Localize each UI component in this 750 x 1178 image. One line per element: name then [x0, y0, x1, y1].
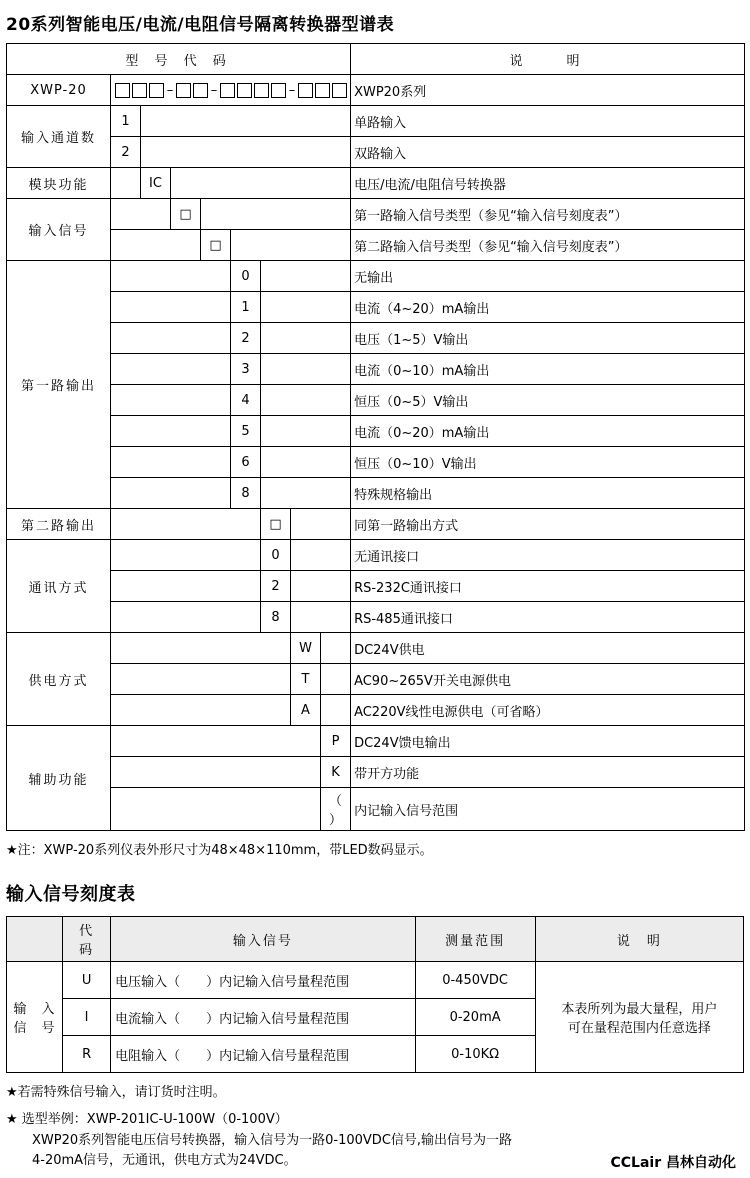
table-row — [7, 788, 745, 831]
code-cell: 8 — [261, 602, 291, 633]
desc-cell: AC220V线性电源供电（可省略） — [351, 695, 745, 726]
header-desc: 说 明 — [351, 44, 745, 75]
code-cell: 2 — [111, 137, 141, 168]
blank-cell — [111, 695, 291, 726]
brand-logo: CCLair 昌林自动化 — [610, 1155, 736, 1172]
footnote-example-title: ★ 选型举例：XWP-201IC-U-100W（0-100V） — [6, 1111, 288, 1127]
desc-cell: 电压（1~5）V输出 — [351, 323, 745, 354]
input-signal-scale-table — [6, 916, 744, 1073]
desc-cell: AC90~265V开关电源供电 — [351, 664, 745, 695]
desc-cell: 第一路输入信号类型（参见“输入信号刻度表”） — [351, 199, 745, 230]
table-row — [7, 540, 745, 571]
code-box — [115, 83, 130, 98]
row-label-communication: 通讯方式 — [7, 540, 111, 633]
desc-cell: 双路输入 — [351, 137, 745, 168]
blank-cell — [231, 230, 351, 261]
blank-cell — [111, 478, 231, 509]
table-row — [7, 695, 745, 726]
desc-cell: 电流（0~20）mA输出 — [351, 416, 745, 447]
code-cell: 2 — [261, 571, 291, 602]
scale-range: 0-10KΩ — [415, 1036, 535, 1073]
scale-header-signal: 输入信号 — [111, 917, 415, 962]
blank-cell — [111, 199, 171, 230]
desc-cell: 第二路输入信号类型（参见“输入信号刻度表”） — [351, 230, 745, 261]
table-row — [7, 385, 745, 416]
code-cell: 8 — [231, 478, 261, 509]
code-box — [332, 83, 347, 98]
code-cell: □ — [201, 230, 231, 261]
dash-separator: – — [288, 82, 296, 98]
blank-cell — [111, 168, 141, 199]
blank-cell — [111, 633, 291, 664]
desc-cell: 无输出 — [351, 261, 745, 292]
blank-cell — [111, 757, 321, 788]
desc-cell: 带开方功能 — [351, 757, 745, 788]
footnote-special-signal: ★若需特殊信号输入，请订货时注明。 — [6, 1085, 226, 1100]
code-box — [149, 83, 164, 98]
code-box — [254, 83, 269, 98]
scale-row-label-line1: 输 入 — [13, 1002, 56, 1017]
code-box — [237, 83, 252, 98]
document-page — [0, 10, 750, 1172]
blank-cell — [111, 788, 321, 831]
table-row — [7, 292, 745, 323]
code-cell: IC — [141, 168, 171, 199]
model-table-note: ★注：XWP-20系列仪表外形尺寸为48×48×110mm，带LED数码显示。 — [6, 843, 433, 858]
table-row — [7, 447, 745, 478]
code-box — [271, 83, 286, 98]
code-cell: T — [291, 664, 321, 695]
desc-cell: 电流（0~10）mA输出 — [351, 354, 745, 385]
blank-cell — [111, 726, 321, 757]
model-code-table — [6, 43, 745, 831]
code-box — [220, 83, 235, 98]
table-row — [7, 962, 744, 999]
blank-cell — [111, 602, 261, 633]
scale-note-line2: 可在量程范围内任意选择 — [567, 1021, 711, 1036]
code-cell: A — [291, 695, 321, 726]
code-cell: 4 — [231, 385, 261, 416]
code-cell: 0 — [231, 261, 261, 292]
desc-cell: RS-485通讯接口 — [351, 602, 745, 633]
desc-cell: 恒压（0~5）V输出 — [351, 385, 745, 416]
blank-cell — [111, 385, 231, 416]
code-cell: （ ） — [321, 788, 351, 831]
row-label-power-supply: 供电方式 — [7, 633, 111, 726]
blank-cell — [261, 261, 351, 292]
scale-header-blank — [7, 917, 63, 962]
table-row — [7, 230, 745, 261]
blank-cell — [261, 447, 351, 478]
blank-cell — [111, 323, 231, 354]
row-label-input-channels: 输入通道数 — [7, 106, 111, 168]
code-cell: P — [321, 726, 351, 757]
code-cell: 3 — [231, 354, 261, 385]
page-title: 20系列智能电压/电流/电阻信号隔离转换器型谱表 — [6, 15, 395, 35]
code-cell: 5 — [231, 416, 261, 447]
code-box — [315, 83, 330, 98]
code-cell: 0 — [261, 540, 291, 571]
scale-signal: 电压输入（ ）内记输入信号量程范围 — [111, 962, 415, 999]
code-cell: K — [321, 757, 351, 788]
table-row — [7, 726, 745, 757]
scale-range: 0-20mA — [415, 999, 535, 1036]
scale-code: R — [63, 1036, 111, 1073]
blank-cell — [111, 540, 261, 571]
model-name: XWP-20 — [7, 75, 111, 106]
code-cell: □ — [261, 509, 291, 540]
blank-cell — [111, 230, 201, 261]
row-label-input-signal: 输入信号 — [7, 199, 111, 261]
blank-cell — [261, 416, 351, 447]
row-label-auxiliary: 辅助功能 — [7, 726, 111, 831]
model-code-boxes — [111, 75, 351, 106]
code-cell: □ — [171, 199, 201, 230]
code-box — [176, 83, 191, 98]
table-row — [7, 354, 745, 385]
blank-cell — [261, 354, 351, 385]
blank-cell — [261, 385, 351, 416]
code-box — [193, 83, 208, 98]
blank-cell — [141, 106, 351, 137]
table-row — [7, 168, 745, 199]
code-cell: 2 — [231, 323, 261, 354]
desc-cell: 特殊规格输出 — [351, 478, 745, 509]
scale-note-line1: 本表所列为最大量程，用户 — [561, 1002, 718, 1017]
desc-cell: 电压/电流/电阻信号转换器 — [351, 168, 745, 199]
table-row — [7, 199, 745, 230]
code-box — [298, 83, 313, 98]
blank-cell — [321, 633, 351, 664]
blank-cell — [111, 447, 231, 478]
blank-cell — [291, 540, 351, 571]
row-label-first-output: 第一路输出 — [7, 261, 111, 509]
table-row — [7, 571, 745, 602]
table-row — [7, 664, 745, 695]
model-desc: XWP20系列 — [351, 75, 745, 106]
desc-cell: 恒压（0~10）V输出 — [351, 447, 745, 478]
table-row — [7, 137, 745, 168]
table-row — [7, 633, 745, 664]
scale-row-label-line2: 信 号 — [13, 1021, 56, 1036]
blank-cell — [141, 137, 351, 168]
blank-cell — [321, 695, 351, 726]
scale-signal: 电阻输入（ ）内记输入信号量程范围 — [111, 1036, 415, 1073]
scale-row-label — [7, 962, 63, 1073]
table-header-row — [7, 44, 745, 75]
scale-signal: 电流输入（ ）内记输入信号量程范围 — [111, 999, 415, 1036]
blank-cell — [111, 571, 261, 602]
blank-cell — [111, 261, 231, 292]
code-cell: 1 — [231, 292, 261, 323]
blank-cell — [261, 478, 351, 509]
blank-cell — [291, 602, 351, 633]
desc-cell: DC24V供电 — [351, 633, 745, 664]
table-row — [7, 323, 745, 354]
desc-cell: 电流（4~20）mA输出 — [351, 292, 745, 323]
scale-header-note: 说 明 — [535, 917, 743, 962]
desc-cell: 无通讯接口 — [351, 540, 745, 571]
blank-cell — [321, 664, 351, 695]
table-row-model — [7, 75, 745, 106]
scale-code: U — [63, 962, 111, 999]
table-row — [7, 416, 745, 447]
scale-range: 0-450VDC — [415, 962, 535, 999]
scale-code: I — [63, 999, 111, 1036]
footnote-example-line1: XWP20系列智能电压信号转换器，输入信号为一路0-100VDC信号,输出信号为一路 — [32, 1132, 513, 1148]
blank-cell — [111, 416, 231, 447]
dash-separator: – — [166, 82, 174, 98]
blank-cell — [291, 571, 351, 602]
dash-separator: – — [210, 82, 218, 98]
row-label-second-output: 第二路输出 — [7, 509, 111, 540]
table-row — [7, 757, 745, 788]
blank-cell — [201, 199, 351, 230]
row-label-module-function: 模块功能 — [7, 168, 111, 199]
desc-cell: 单路输入 — [351, 106, 745, 137]
code-cell: 6 — [231, 447, 261, 478]
header-code: 型 号 代 码 — [7, 44, 351, 75]
scale-header-range: 测量范围 — [415, 917, 535, 962]
scale-header-code: 代 码 — [63, 917, 111, 962]
blank-cell — [111, 354, 231, 385]
blank-cell — [261, 323, 351, 354]
code-cell: 1 — [111, 106, 141, 137]
code-box — [132, 83, 147, 98]
blank-cell — [111, 509, 261, 540]
table-row — [7, 602, 745, 633]
desc-cell: RS-232C通讯接口 — [351, 571, 745, 602]
code-cell: W — [291, 633, 321, 664]
blank-cell — [171, 168, 351, 199]
scale-table-title: 输入信号刻度表 — [6, 884, 136, 905]
scale-merged-note — [535, 962, 743, 1073]
blank-cell — [261, 292, 351, 323]
desc-cell: 内记输入信号范围 — [351, 788, 745, 831]
desc-cell: DC24V馈电输出 — [351, 726, 745, 757]
blank-cell — [291, 509, 351, 540]
scale-header-row — [7, 917, 744, 962]
desc-cell: 同第一路输出方式 — [351, 509, 745, 540]
table-row — [7, 106, 745, 137]
table-row — [7, 509, 745, 540]
table-row — [7, 261, 745, 292]
table-row — [7, 478, 745, 509]
blank-cell — [111, 664, 291, 695]
blank-cell — [111, 292, 231, 323]
footnote-example-line2: 4-20mA信号，无通讯，供电方式为24VDC。 — [32, 1153, 297, 1169]
